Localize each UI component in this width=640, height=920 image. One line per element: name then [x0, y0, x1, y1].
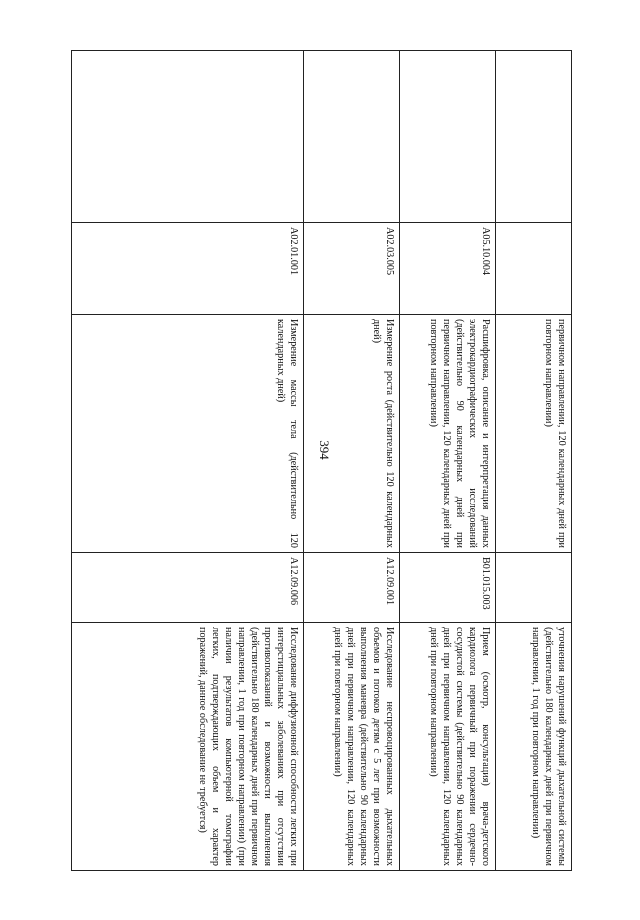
services-table	[71, 50, 572, 871]
service-code-cell: A05.10.004	[400, 223, 496, 315]
table-row	[400, 51, 496, 871]
service-name-cell: Прием (осмотр, консультация) врача-детского кардиолога первичный при поражении сердечно-сосудистой системы (действительно 90 календарных дней при первичном направлении, 120 календарных дней при повторном направлении)	[400, 623, 496, 871]
service-name-cell: уточнения нарушений функций дыхательной системы (действительно 180 календарных дней при первичном направлении, 1 год при повторном направлении)	[496, 623, 572, 871]
service-name-cell: Измерение роста (действительно 120 календарных дней)	[304, 315, 400, 553]
service-name-cell: Расшифровка, описание и интерпретация данных электрокардиографических исследований (действительно 90 календарных дней при первичном направлении, 120 календарных дней при повторном направлении)	[400, 315, 496, 553]
table-row	[496, 51, 572, 871]
empty-cell	[400, 51, 496, 223]
service-code-cell: A02.01.001	[72, 223, 304, 315]
empty-cell	[304, 51, 400, 223]
service-code-cell: A12.09.001	[304, 553, 400, 623]
service-code-cell: B01.015.003	[400, 553, 496, 623]
service-name-cell: первичном направлении, 120 календарных дней при повторном направлении)	[496, 315, 572, 553]
service-name-cell: Измерение массы тела (действительно 120 календарных дней)	[72, 315, 304, 553]
empty-cell	[496, 51, 572, 223]
service-code-cell: A12.09.006	[72, 553, 304, 623]
table-row	[72, 51, 304, 871]
service-name-cell: Исследование диффузионной способности легких при интерстициальных заболеваниях при отсутствии противопоказаний и возможности выполнения (действительно 180 календарных дней при первичном направлении, 1 год при повторном направлении) (при наличии результатов компьютерной томографии легких, подтверждающих объем и характер поражений, данное обследование не требуется)	[72, 623, 304, 871]
rotated-table-area	[72, 50, 572, 870]
page-number: 394	[317, 440, 332, 460]
document-sheet	[72, 50, 572, 870]
service-code-cell	[496, 223, 572, 315]
table-row	[304, 51, 400, 871]
service-code-cell	[496, 553, 572, 623]
service-code-cell: A02.03.005	[304, 223, 400, 315]
service-name-cell: Исследование неспровоцированных дыхательных объемов и потоков детям с 5 лет при возможности выполнения маневра (действительно 90 календарных дней при первичном направлении, 120 календарных дней при повторном направлении)	[304, 623, 400, 871]
empty-cell	[72, 51, 304, 223]
